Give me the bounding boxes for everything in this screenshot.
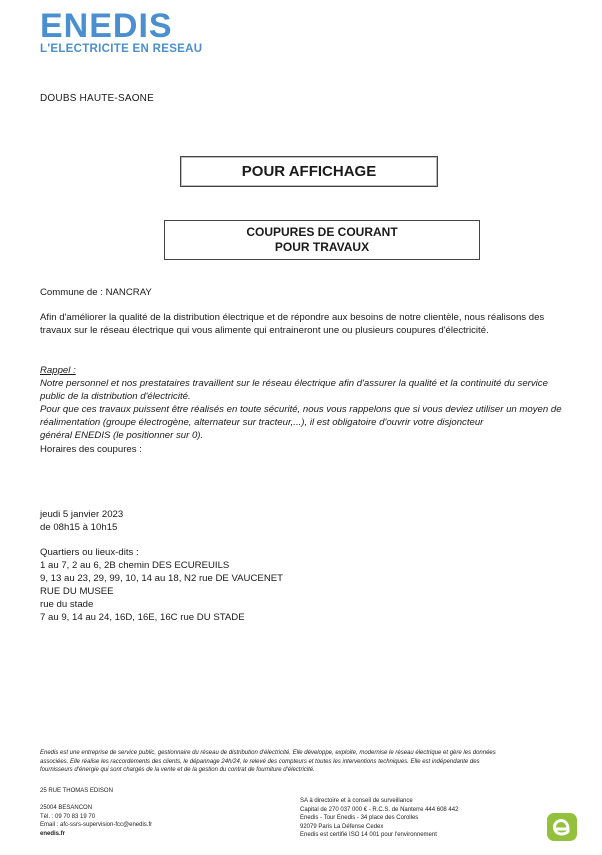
- footer-description: [40, 749, 560, 775]
- contact-phone: Tél. : 09 70 83 19 70: [40, 813, 96, 820]
- rappel-section: [40, 364, 580, 442]
- quartiers-title: Quartiers ou lieux-dits :: [40, 547, 139, 558]
- quartier-item: rue du stade: [40, 599, 94, 610]
- quartier-item: 9, 13 au 23, 29, 99, 10, 14 au 18, N2 rue DE VAUCENET: [40, 573, 284, 584]
- rappel-line: Pour que ces travaux puissent être réalisés en toute sécurité, nous vous rappelons que si vous deviez utiliser un moyen de: [40, 404, 562, 415]
- footer-contact: [40, 804, 152, 838]
- rappel-line: général ENEDIS (le positionner sur 0).: [40, 430, 204, 441]
- footer-legal: [300, 797, 458, 840]
- rappel-line: public de la distribution d'électricité.: [40, 391, 191, 402]
- quartier-item: RUE DU MUSEE: [40, 586, 114, 597]
- schedule-date: jeudi 5 janvier 2023: [40, 509, 124, 520]
- intro-paragraph: [40, 311, 580, 337]
- intro-line: travaux sur le réseau électrique qui vous alimente qui entraineront une ou plusieurs coupures d'électricité.: [40, 325, 489, 336]
- affichage-label: POUR AFFICHAGE: [241, 163, 377, 180]
- footer-address: 25 RUE THOMAS EDISON: [40, 788, 113, 794]
- logo-tagline: L'ELECTRICITE EN RESEAU: [40, 43, 203, 55]
- enedis-logo: ENEDIS: [40, 7, 173, 45]
- enedis-mark-icon: [546, 812, 578, 842]
- legal-line: Enedis est certifié ISO 14 001 pour l'environnement: [300, 832, 437, 838]
- footer-desc-line: associées. Elle réalise les raccordements des clients, le dépannage 24h/24, le relevé des compteurs et toutes les interventions techniques. Elle est indépendante des: [40, 758, 480, 765]
- affichage-box: [180, 156, 438, 187]
- quartier-item: 1 au 7, 2 au 6, 2B chemin DES ECUREUILS: [40, 560, 230, 571]
- intro-line: Afin d'améliorer la qualité de la distribution électrique et de répondre aux besoins de notre clientèle, nous réalisons des: [40, 312, 545, 323]
- quartier-item: 7 au 9, 14 au 24, 16D, 16E, 16C rue DU STADE: [40, 612, 245, 623]
- legal-line: Enedis - Tour Enedis - 34 place des Corolles: [300, 815, 419, 821]
- rappel-label: Rappel :: [40, 365, 76, 376]
- contact-city: 25004 BESANCON: [40, 805, 93, 811]
- footer-desc-line: Enedis est une entreprise de service public, gestionnaire du réseau de distribution d'électricité. Elle développe, exploite, modernise le réseau électrique et gère les données: [40, 750, 496, 756]
- region-label: DOUBS HAUTE-SAONE: [40, 93, 154, 104]
- contact-website[interactable]: enedis.fr: [40, 830, 66, 837]
- legal-line: Capital de 270 037 000 € - R.C.S. de Nanterre 444 608 442: [300, 806, 459, 813]
- schedule-time: de 08h15 à 10h15: [40, 522, 118, 533]
- contact-email[interactable]: Email : afc-ssrs-supervision-fcc@enedis.fr: [40, 822, 153, 828]
- footer-desc-line: fournisseurs d'énergie qui sont chargés de la vente et de la gestion du contrat de fourniture d'électricité.: [40, 767, 315, 773]
- rappel-line: réalimentation (groupe électrogène, alternateur sur tracteur,...), il est obligatoire d'ouvrir votre disjoncteur: [40, 417, 484, 428]
- title-box: [164, 220, 480, 260]
- commune-line: Commune de : NANCRAY: [40, 287, 152, 298]
- horaires-title: Horaires des coupures :: [40, 444, 142, 455]
- legal-line: SA à directoire et à conseil de surveillance: [300, 798, 413, 804]
- schedule: [40, 508, 123, 534]
- legal-line: 92079 Paris La Défense Cedex: [300, 823, 384, 830]
- title-line-2: POUR TRAVAUX: [274, 240, 370, 254]
- title-line-1: COUPURES DE COURANT: [246, 225, 398, 239]
- rappel-line: Notre personnel et nos prestataires travaillent sur le réseau électrique afin d'assurer la qualité et la continuité du service: [40, 378, 548, 389]
- quartiers-section: [40, 546, 283, 624]
